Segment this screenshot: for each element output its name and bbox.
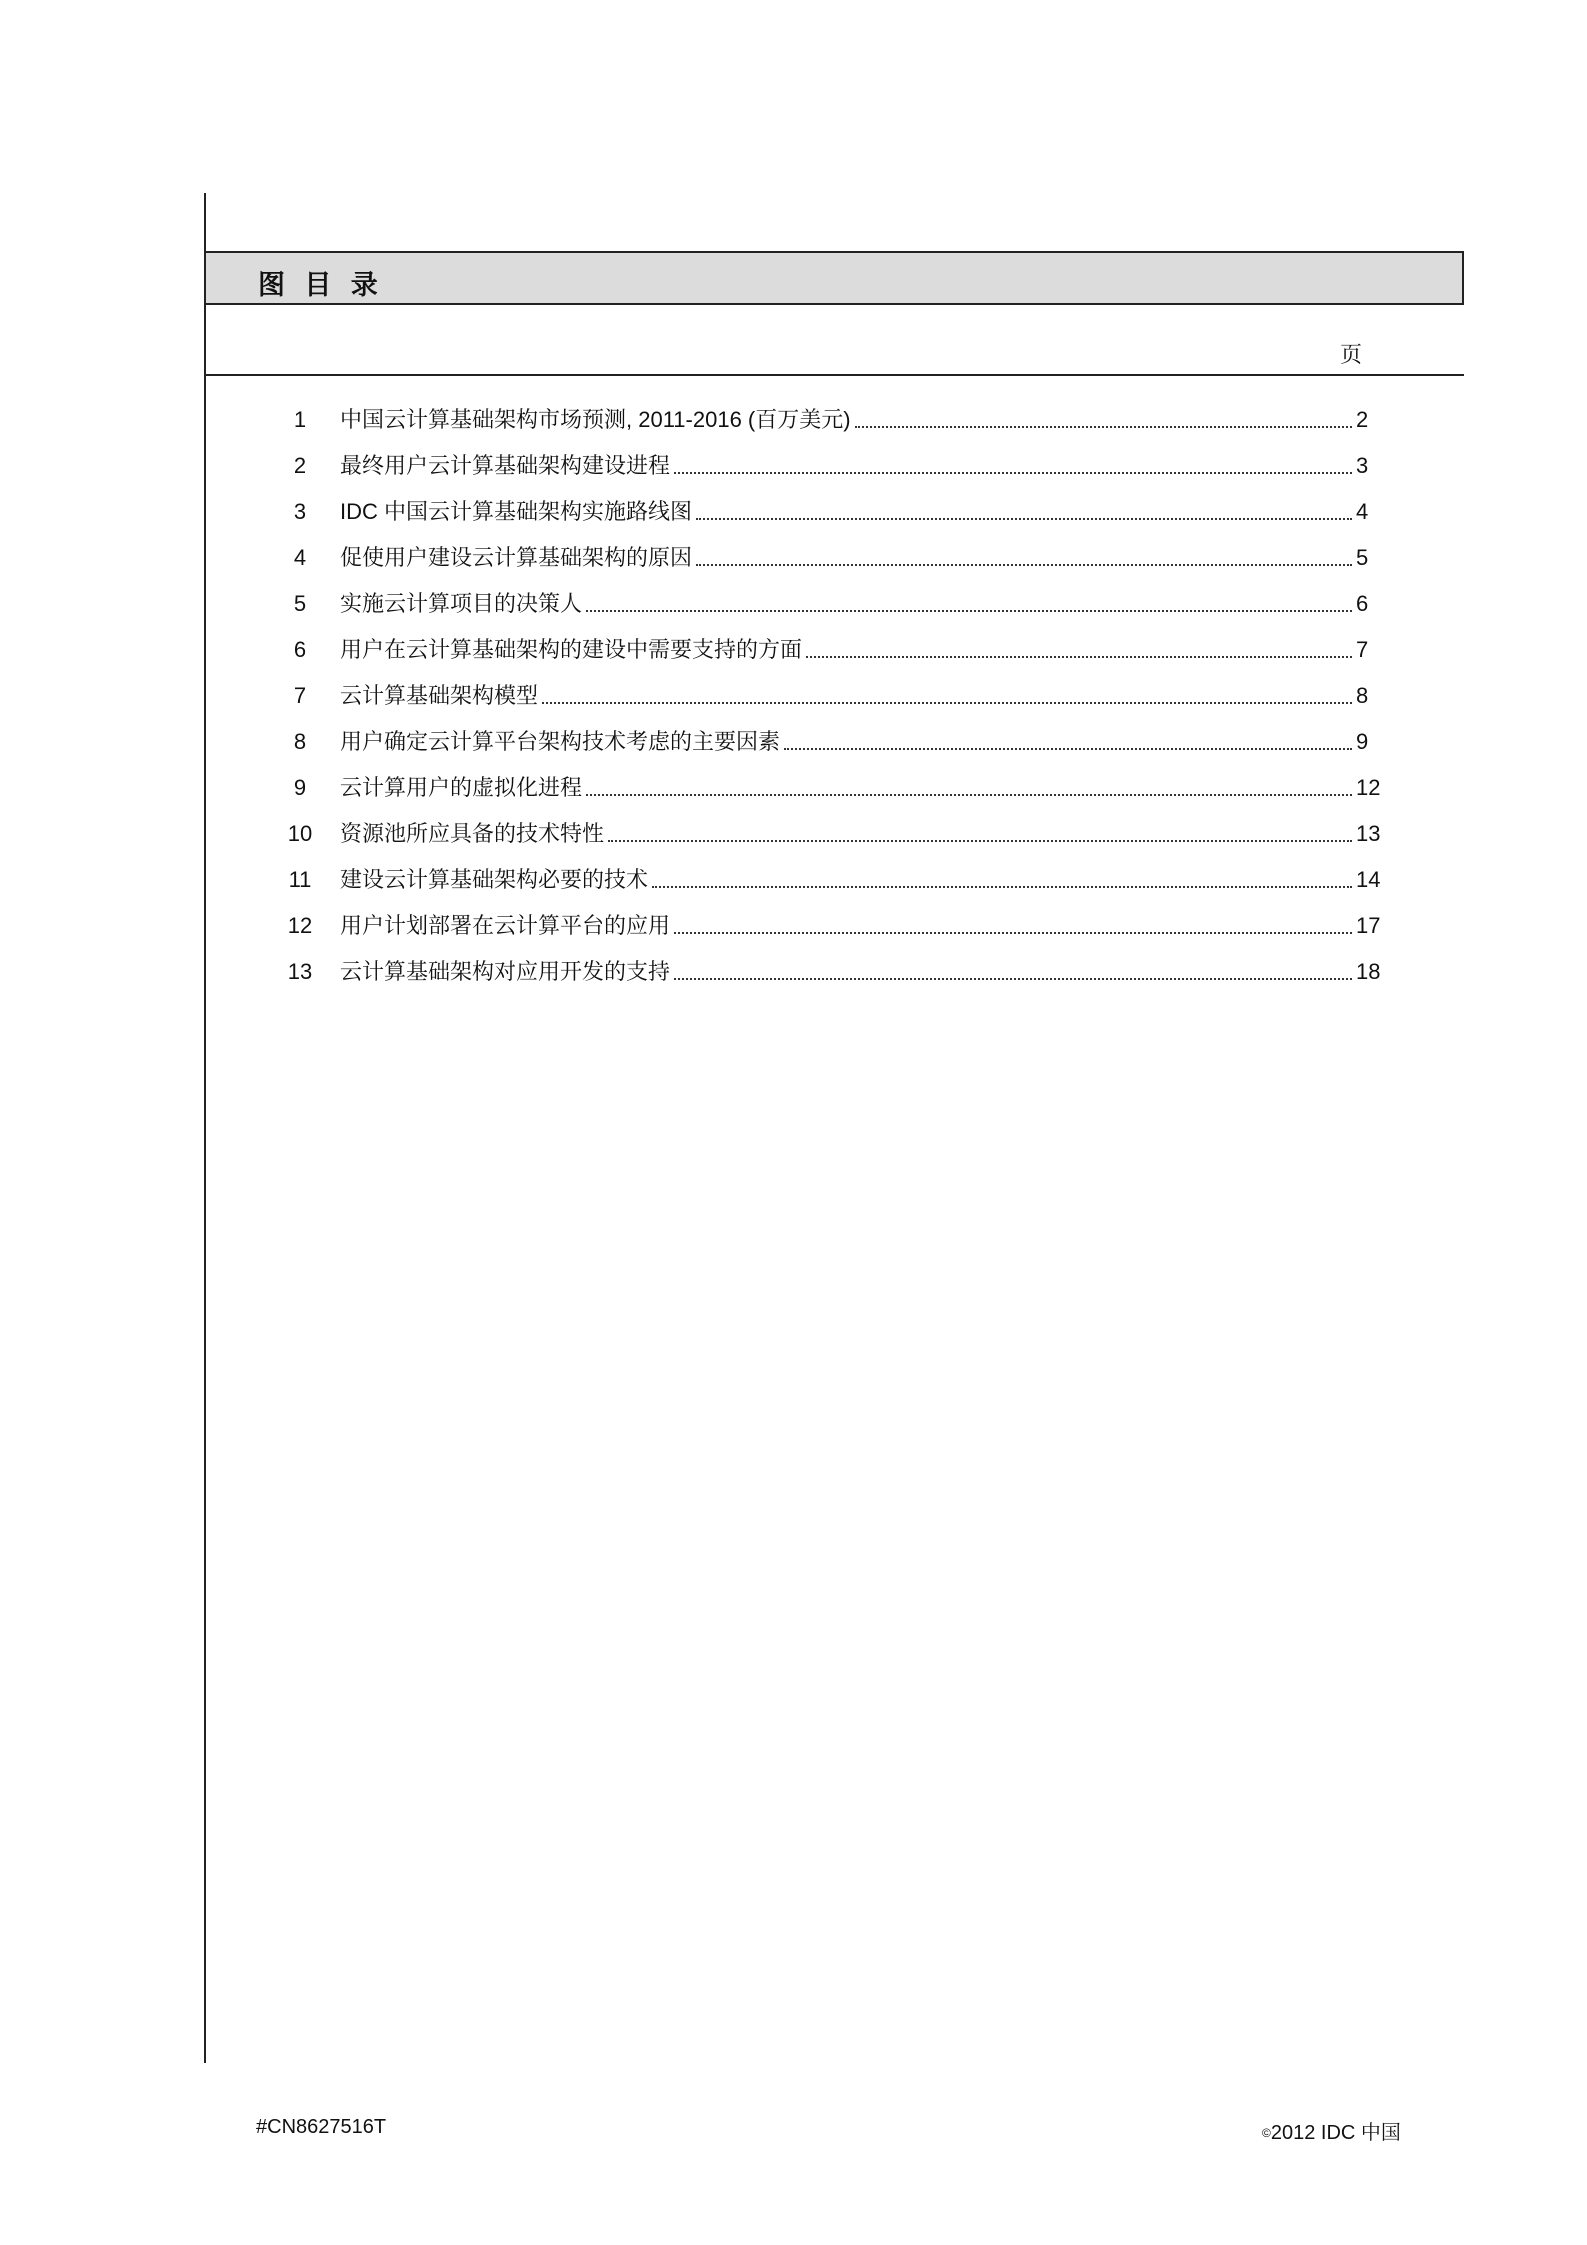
figure-list (276, 388, 1386, 986)
toc-entry[interactable] (276, 894, 1386, 940)
toc-entry-title: 用户确定云计算平台架构技术考虑的主要因素 (340, 729, 781, 754)
toc-entry-page: 7 (1356, 637, 1369, 662)
toc-entry-title: 云计算用户的虚拟化进程 (340, 775, 583, 800)
toc-entry-number: 7 (293, 683, 307, 708)
toc-entry[interactable] (276, 526, 1386, 572)
toc-entry-number: 5 (293, 591, 307, 616)
toc-entry-title: 云计算基础架构对应用开发的支持 (340, 959, 671, 984)
dot-leader (586, 794, 1352, 796)
toc-entry-title: 促使用户建设云计算基础架构的原因 (340, 545, 693, 570)
toc-entry-title: 建设云计算基础架构必要的技术 (340, 867, 649, 892)
toc-entry-title: 中国云计算基础架构市场预测, 2011-2016 (百万美元) (340, 407, 851, 432)
toc-entry[interactable] (276, 756, 1386, 802)
dot-leader (784, 748, 1352, 750)
toc-entry-page: 5 (1356, 545, 1369, 570)
dot-leader (674, 472, 1352, 474)
toc-entry-page: 6 (1356, 591, 1369, 616)
toc-entry-number: 11 (288, 867, 312, 892)
toc-entry-page: 17 (1356, 913, 1381, 938)
toc-entry-number: 2 (293, 453, 307, 478)
toc-entry-page: 14 (1356, 867, 1381, 892)
toc-entry-number: 13 (287, 959, 313, 984)
copyright-symbol: © (1262, 2126, 1271, 2140)
toc-entry[interactable] (276, 480, 1386, 526)
copyright-text: 2012 IDC 中国 (1270, 2122, 1401, 2144)
dot-leader (586, 610, 1352, 612)
toc-entry[interactable] (276, 618, 1386, 664)
toc-entry-number: 8 (293, 729, 307, 754)
toc-entry-page: 13 (1356, 821, 1381, 846)
toc-entry[interactable] (276, 802, 1386, 848)
left-margin-rule (204, 193, 206, 2063)
toc-entry[interactable] (276, 572, 1386, 618)
toc-entry-page: 18 (1356, 959, 1381, 984)
toc-entry-title: 资源池所应具备的技术特性 (340, 821, 605, 846)
section-title: 图 目 录 (258, 270, 383, 301)
toc-entry-number: 10 (287, 821, 313, 846)
dot-leader (674, 932, 1352, 934)
toc-entry[interactable] (276, 664, 1386, 710)
toc-entry-page: 4 (1356, 499, 1369, 524)
dot-leader (696, 564, 1352, 566)
footer-doc-id: #CN8627516T (256, 2116, 387, 2138)
toc-entry-number: 3 (293, 499, 307, 524)
toc-entry[interactable] (276, 848, 1386, 894)
toc-entry-page: 8 (1356, 683, 1369, 708)
section-title-bar (204, 251, 1464, 305)
toc-entry-number: 12 (287, 913, 313, 938)
toc-entry[interactable] (276, 434, 1386, 480)
dot-leader (806, 656, 1352, 658)
toc-entry-title: 用户在云计算基础架构的建设中需要支持的方面 (340, 637, 803, 662)
toc-entry-number: 9 (293, 775, 307, 800)
toc-entry-title: IDC 中国云计算基础架构实施路线图 (340, 499, 693, 524)
toc-entry-title: 实施云计算项目的决策人 (340, 591, 583, 616)
toc-entry-page: 9 (1356, 729, 1369, 754)
toc-entry-number: 4 (293, 545, 307, 570)
dot-leader (855, 426, 1352, 428)
toc-entry-title: 最终用户云计算基础架构建设进程 (340, 453, 671, 478)
toc-entry[interactable] (276, 710, 1386, 756)
toc-entry-title: 用户计划部署在云计算平台的应用 (340, 913, 671, 938)
toc-entry-number: 1 (293, 407, 307, 432)
dot-leader (696, 518, 1352, 520)
toc-entry-number: 6 (293, 637, 307, 662)
dot-leader (674, 978, 1352, 980)
dot-leader (608, 840, 1352, 842)
toc-entry-page: 2 (1356, 407, 1369, 432)
toc-entry-title: 云计算基础架构模型 (340, 683, 539, 708)
toc-entry-page: 3 (1356, 453, 1369, 478)
toc-entry[interactable] (276, 940, 1386, 986)
dot-leader (542, 702, 1352, 704)
footer-copyright (1262, 2116, 1401, 2145)
toc-entry[interactable] (276, 388, 1386, 434)
page-column-label: 页 (1340, 343, 1363, 368)
dot-leader (652, 886, 1352, 888)
toc-entry-page: 12 (1356, 775, 1381, 800)
header-divider (204, 374, 1464, 376)
